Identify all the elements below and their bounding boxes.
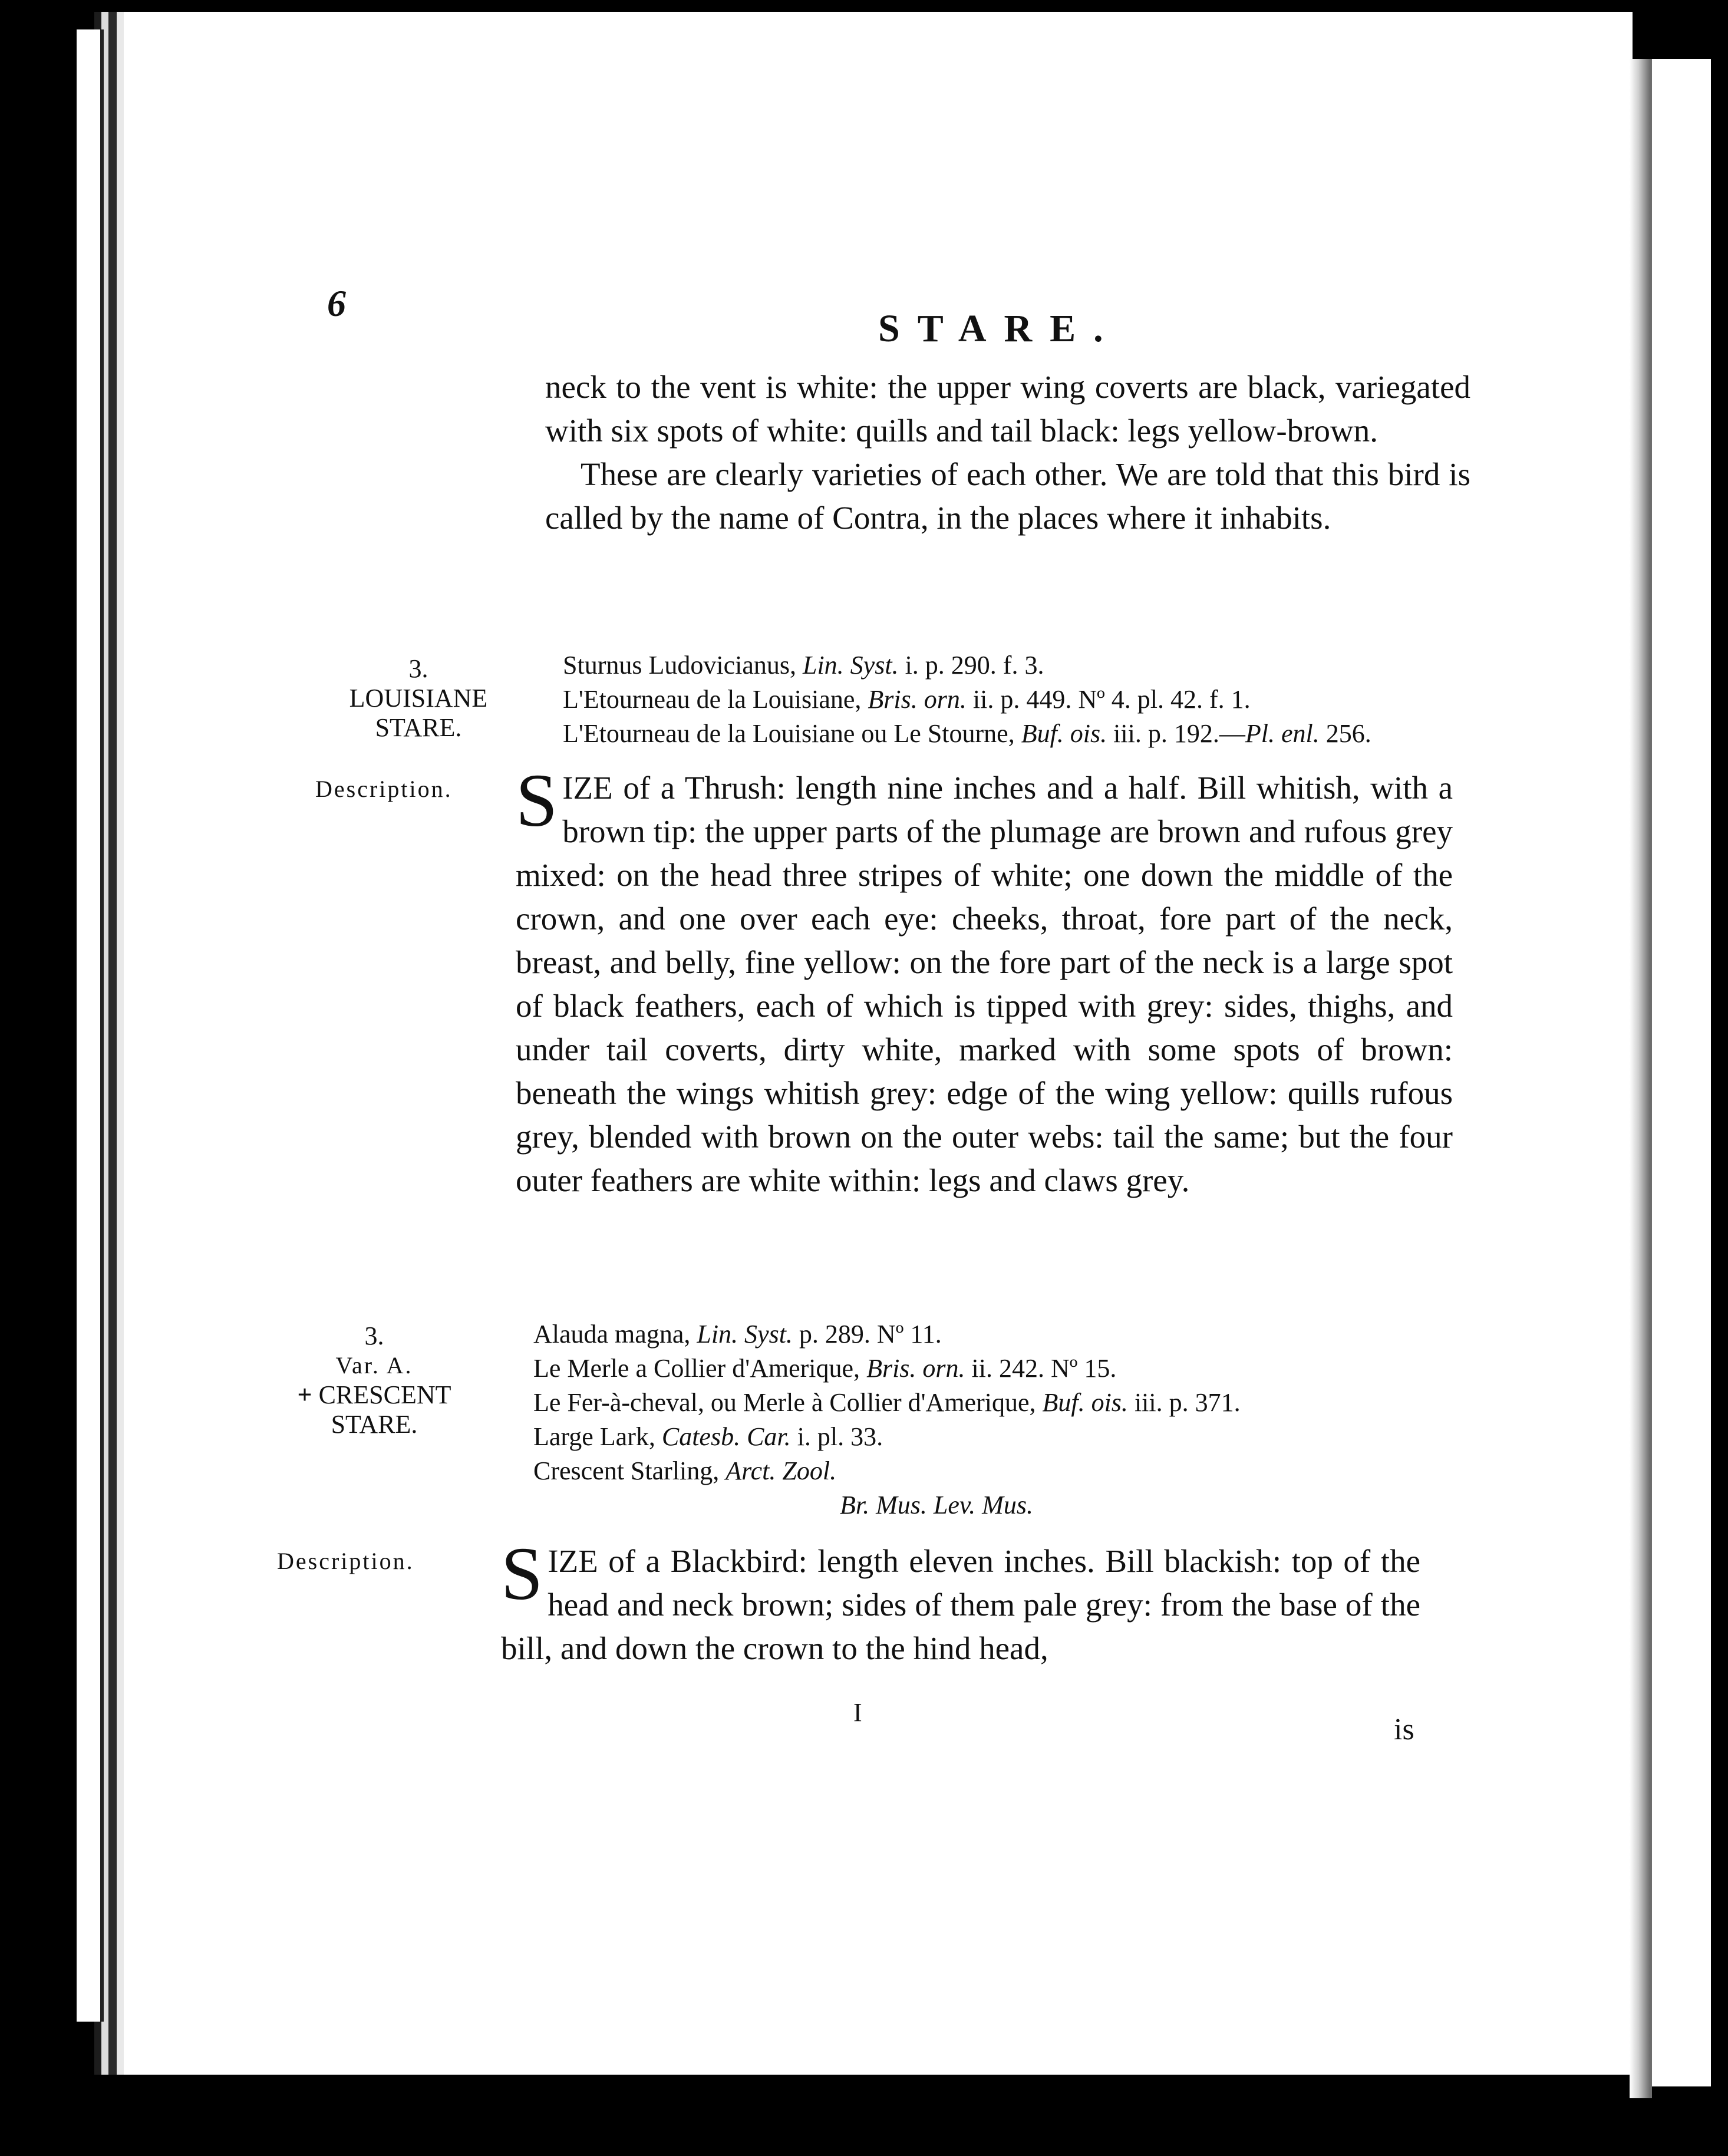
description-lead: IZE [562, 770, 613, 806]
synonym-line: Large Lark, Catesb. Car. i. pl. 33. [533, 1422, 883, 1451]
synonym-line: Le Merle a Collier d'Amerique, Bris. orn. ii. 242. Nº 15. [533, 1354, 1117, 1383]
crescent-description [501, 1532, 1421, 1670]
book-gutter [1630, 59, 1652, 2098]
crescent-description-text [501, 1532, 1421, 1670]
louisiane-name-line2: STARE. [375, 713, 462, 742]
crescent-description-label: Description. [277, 1548, 414, 1574]
louisiane-description [516, 759, 1453, 1202]
synonym-line: Crescent Starling, Arct. Zool. [533, 1456, 837, 1485]
crescent-variety: Var. A. [335, 1352, 413, 1379]
cross-mark: + [297, 1380, 312, 1409]
synonym-line: L'Etourneau de la Louisiane, Bris. orn. ii. p. 449. Nº 4. pl. 42. f. 1. [563, 685, 1251, 714]
catchword: is [1394, 1713, 1414, 1746]
louisiane-description-text [516, 759, 1453, 1202]
facing-page-edge [1652, 59, 1711, 2086]
crescent-name-line2: STARE. [331, 1410, 418, 1439]
description-body: of a Blackbird: length eleven inches. Bill blackish: top of the head and neck brown; sides of them pale grey: from the base of the bill, and down the crown to the hind head, [501, 1543, 1421, 1666]
louisiane-description-label: Description. [315, 776, 453, 802]
page-stack-edge [77, 29, 104, 2022]
description-lead: IZE [548, 1543, 598, 1579]
continuation-text [545, 365, 1470, 540]
continuation-paragraph-2: These are clearly varieties of each other. We are told that this bird is called by the name of Contra, in the places where it inhabits. [545, 456, 1470, 536]
synonym-line: Alauda magna, Lin. Syst. p. 289. Nº 11. [533, 1320, 942, 1349]
continuation-paragraph-1: neck to the vent is white: the upper wing coverts are black, variegated with six spots of white: quills and tail black: legs yellow-brown. [545, 369, 1470, 449]
drop-cap: S [516, 759, 558, 842]
description-body: of a Thrush: length nine inches and a half. Bill whitish, with a brown tip: the upper parts of the plumage are brown and rufous grey mixed: on the head three stripes of white; one down the middle of the crown, and one over each eye: cheeks, throat, fore part of the neck, breast, and belly, fine yellow: on the fore part of the neck is a large spot of black feathers, each of which is tipped with grey: sides, thighs, and under tail coverts, dirty white, marked with some spots of brown: beneath the wings whitish grey: edge of the wing yellow: quills rufous grey, blended with brown on the outer webs: tail the same; but the four outer feathers are white within: legs and claws grey. [516, 770, 1453, 1198]
signature-mark: I [853, 1698, 862, 1727]
page-number: 6 [327, 282, 346, 324]
louisiane-synonyms [563, 648, 1371, 751]
running-head: STARE. [878, 307, 1121, 350]
louisiane-name-line1: LOUISIANE [349, 684, 488, 713]
louisiane-sidenote [342, 654, 495, 743]
synonym-line: L'Etourneau de la Louisiane ou Le Stourne, Buf. ois. iii. p. 192.—Pl. enl. 256. [563, 719, 1371, 748]
synonym-line: Sturnus Ludovicianus, Lin. Syst. i. p. 290. f. 3. [563, 651, 1044, 680]
crescent-number: 3. [364, 1321, 384, 1350]
crescent-sidenote [277, 1321, 471, 1439]
louisiane-number: 3. [408, 654, 428, 683]
crescent-name-line1: + CRESCENT [297, 1380, 451, 1409]
synonym-line: Le Fer-à-cheval, ou Merle à Collier d'Amerique, Buf. ois. iii. p. 371. [533, 1388, 1241, 1417]
drop-cap: S [501, 1532, 543, 1616]
crescent-synonyms [533, 1317, 1241, 1522]
museum-line: Br. Mus. Lev. Mus. [840, 1491, 1033, 1519]
